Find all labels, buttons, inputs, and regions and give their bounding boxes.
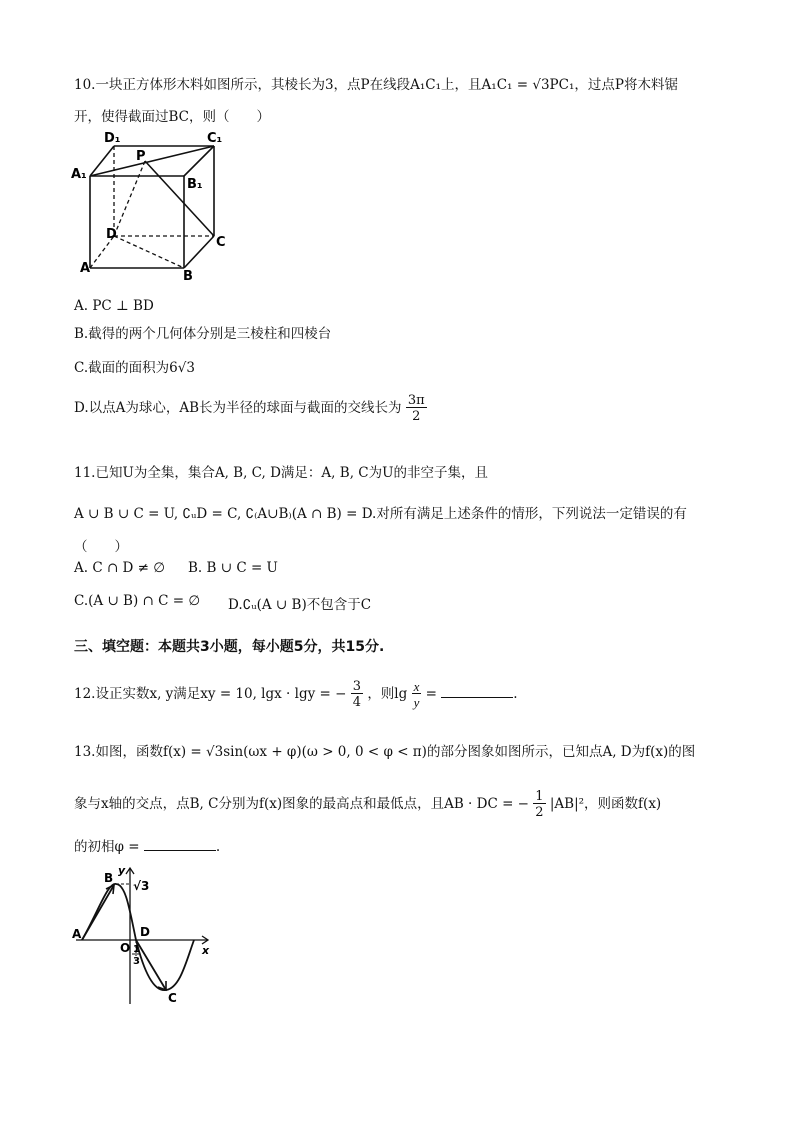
q10-option-d-fraction xyxy=(406,394,427,423)
label-D: D xyxy=(106,227,117,242)
q13-fraction xyxy=(533,790,545,819)
section-title: 三、填空题：本题共3小题，每小题5分，共15分. xyxy=(74,639,385,655)
graph-label-B: B xyxy=(104,871,114,885)
graph-label-y: y xyxy=(118,864,126,877)
label-D1: D₁ xyxy=(104,131,121,146)
graph-label-O: O xyxy=(120,941,131,955)
q11-stem-line3: （ ） xyxy=(74,539,128,555)
q11-stem-line2: A ∪ B ∪ C = U, ∁ᵤD = C, ∁₍A∪B₎(A ∩ B) = D.对所有满足上述条件的情形，下列说法一定错误的有 xyxy=(74,506,687,522)
label-B: B xyxy=(183,269,193,283)
q10-option-c: C.截面的面积为6√3 xyxy=(74,360,195,376)
sine-graph-figure xyxy=(70,862,220,1007)
q10-option-d-text: D.以点A为球心，AB长为半径的球面与截面的交线长为 xyxy=(74,400,402,416)
q12-answer-blank[interactable] xyxy=(441,685,513,698)
q10-stem-line1: 10.一块正方体形木料如图所示，其棱长为3，点P在线段A₁C₁上，且A₁C₁ = √3PC₁，过点P将木料锯 xyxy=(74,77,678,93)
label-A: A xyxy=(80,261,91,276)
q12-text-end: . xyxy=(513,686,518,702)
q13-stem-line2 xyxy=(74,790,661,819)
frac-denominator: 2 xyxy=(412,409,421,424)
q12-text-pre: 12.设正实数x, y满足xy = 10, lgx · lgy = − xyxy=(74,686,347,702)
graph-label-x: x xyxy=(202,944,210,957)
graph-label-D: D xyxy=(140,925,150,939)
q11-stem-line1: 11.已知U为全集，集合A, B, C, D满足：A, B, C为U的非空子集，且 xyxy=(74,465,488,481)
q12-text-mid: ，则lg xyxy=(367,686,408,702)
q11-option-a: A. C ∩ D ≠ ∅ xyxy=(74,560,166,576)
graph-label-C: C xyxy=(168,991,177,1005)
graph-label-A: A xyxy=(72,927,82,941)
q10-stem-line2: 开，使得截面过BC，则（ ） xyxy=(74,109,271,125)
q10-option-a: A. PC ⊥ BD xyxy=(74,298,154,314)
frac-numerator: 3 xyxy=(352,679,362,694)
frac-denominator: y xyxy=(413,695,420,710)
cube-figure xyxy=(70,128,240,283)
frac-numerator: x xyxy=(413,679,420,694)
label-P: P xyxy=(136,149,146,164)
q12-text-post: = xyxy=(425,686,437,702)
q10-option-b: B.截得的两个几何体分别是三棱柱和四棱台 xyxy=(74,326,332,342)
frac-numerator: 3π xyxy=(407,393,425,408)
q12-stem xyxy=(74,680,518,709)
q13-text-post: |AB|²，则函数f(x) xyxy=(549,796,662,812)
label-C: C xyxy=(216,235,226,250)
q12-fraction-1 xyxy=(351,680,363,709)
q11-option-c: C.(A ∪ B) ∩ C = ∅ xyxy=(74,593,201,609)
graph-label-sqrt3: √3 xyxy=(133,879,150,893)
label-C1: C₁ xyxy=(207,131,223,146)
q13-text-end: . xyxy=(215,839,221,855)
frac-denominator: 4 xyxy=(352,695,362,710)
graph-label-one: 1 xyxy=(133,944,140,955)
q13-answer-blank[interactable] xyxy=(144,838,216,851)
q11-option-b: B. B ∪ C = U xyxy=(188,560,278,576)
q10-option-d xyxy=(74,394,427,423)
frac-denominator: 2 xyxy=(535,805,544,820)
q12-fraction-2 xyxy=(412,680,422,709)
q13-text-line3: 的初相φ = xyxy=(74,839,140,855)
graph-label-three: 3 xyxy=(133,956,140,967)
q11-option-d: D.∁ᵤ(A ∪ B)不包含于C xyxy=(228,597,372,613)
frac-numerator: 1 xyxy=(535,789,544,804)
label-B1: B₁ xyxy=(187,177,203,192)
q13-text-pre: 象与x轴的交点，点B, C分别为f(x)图象的最高点和最低点，且AB · DC = − xyxy=(74,796,529,812)
q13-stem-line1: 13.如图，函数f(x) = √3sin(ωx + φ)(ω > 0, 0 < φ < π)的部分图象如图所示，已知点A, D为f(x)的图 xyxy=(74,744,696,760)
q13-stem-line3 xyxy=(74,835,220,855)
label-A1: A₁ xyxy=(71,167,87,182)
